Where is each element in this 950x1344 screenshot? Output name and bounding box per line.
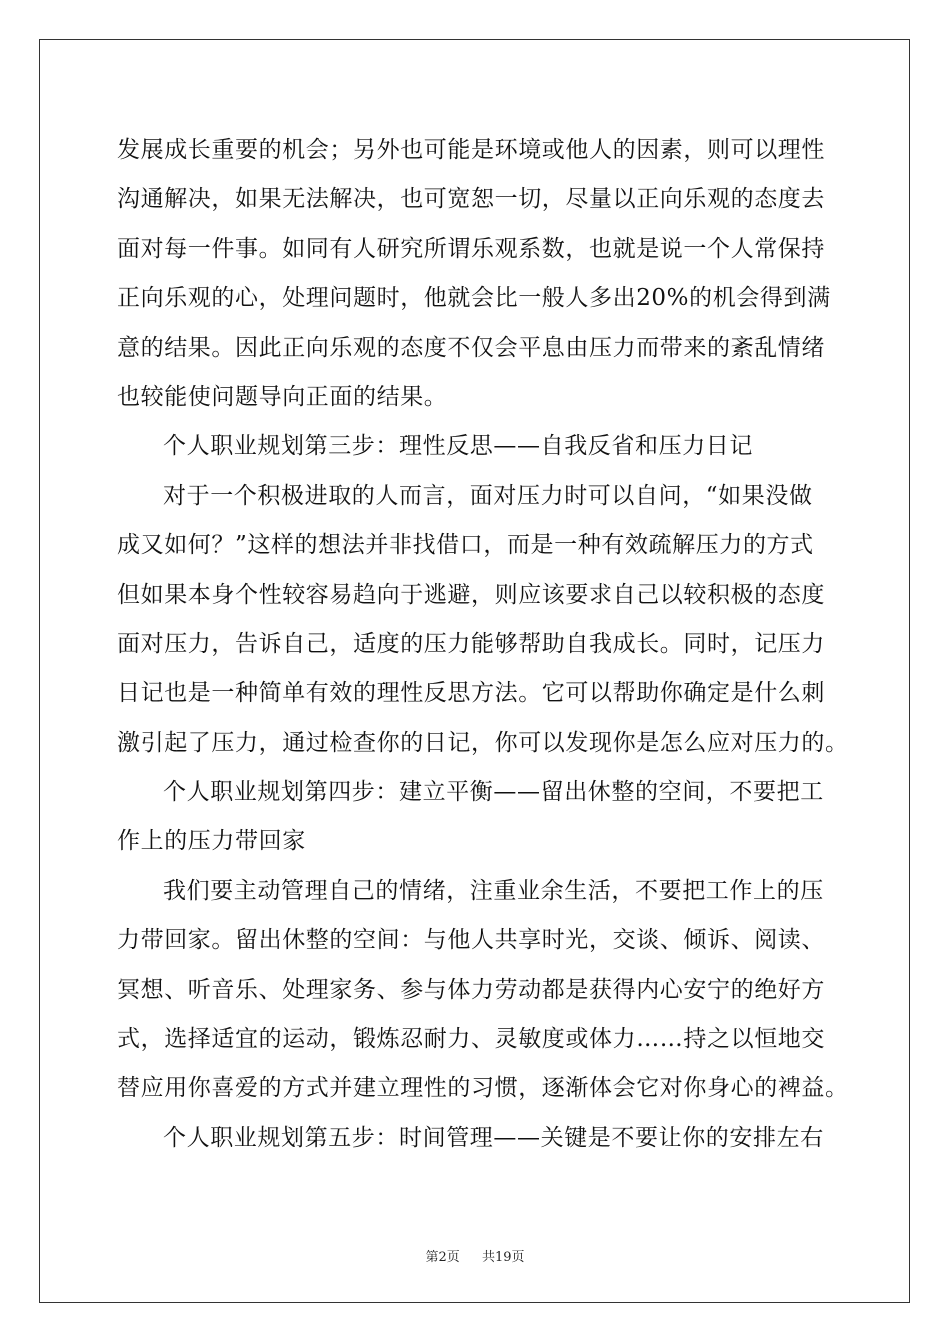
text-line: 式，选择适宜的运动，锻炼忍耐力、灵敏度或体力……持之以恒地交	[117, 1026, 825, 1053]
section-heading-step-5: 个人职业规划第五步：时间管理——关键是不要让你的安排左右	[163, 1124, 824, 1151]
text-line: 对于一个积极进取的人而言，面对压力时可以自问，“如果没做	[163, 482, 813, 509]
text-line: 正向乐观的心，处理问题时，他就会比一般人多出20%的机会得到满	[117, 285, 831, 312]
text-line: 力带回家。留出休整的空间：与他人共享时光，交谈、倾诉、阅读、	[117, 927, 825, 954]
text-line: 冥想、听音乐、处理家务、参与体力劳动都是获得内心安宁的绝好方	[117, 976, 825, 1003]
text-line: 但如果本身个性较容易趋向于逃避，则应该要求自己以较积极的态度	[117, 581, 825, 608]
text-line: 面对压力，告诉自己，适度的压力能够帮助自我成长。同时，记压力	[117, 630, 825, 657]
text-line: 发展成长重要的机会；另外也可能是环境或他人的因素，则可以理性	[117, 137, 825, 163]
text-line: 激引起了压力，通过检查你的日记，你可以发现你是怎么应对压力的。	[117, 729, 849, 756]
text-line: 沟通解决，如果无法解决，也可宽恕一切，尽量以正向乐观的态度去	[117, 186, 825, 213]
text-line: 也较能使问题导向正面的结果。	[117, 383, 448, 410]
text-line: 意的结果。因此正向乐观的态度不仅会平息由压力而带来的紊乱情绪	[117, 334, 825, 361]
section-heading-step-3: 个人职业规划第三步：理性反思——自我反省和压力日记	[163, 433, 753, 460]
page-number: 第2页	[425, 1250, 460, 1265]
text-line: 替应用你喜爱的方式并建立理性的习惯，逐渐体会它对你身心的裨益。	[117, 1075, 849, 1102]
section-heading-step-4-cont: 作上的压力带回家	[117, 828, 306, 855]
text-line: 成又如何？”这样的想法并非找借口，而是一种有效疏解压力的方式	[117, 532, 814, 559]
page-footer	[0, 1246, 950, 1265]
text-line: 日记也是一种简单有效的理性反思方法。它可以帮助你确定是什么刺	[117, 680, 825, 707]
section-heading-step-4: 个人职业规划第四步：建立平衡——留出休整的空间，不要把工	[163, 779, 824, 806]
text-line: 我们要主动管理自己的情绪，注重业余生活，不要把工作上的压	[163, 877, 824, 904]
text-line: 面对每一件事。如同有人研究所谓乐观系数，也就是说一个人常保持	[117, 235, 825, 262]
document-body	[117, 126, 849, 1163]
page-total: 共19页	[482, 1250, 525, 1265]
